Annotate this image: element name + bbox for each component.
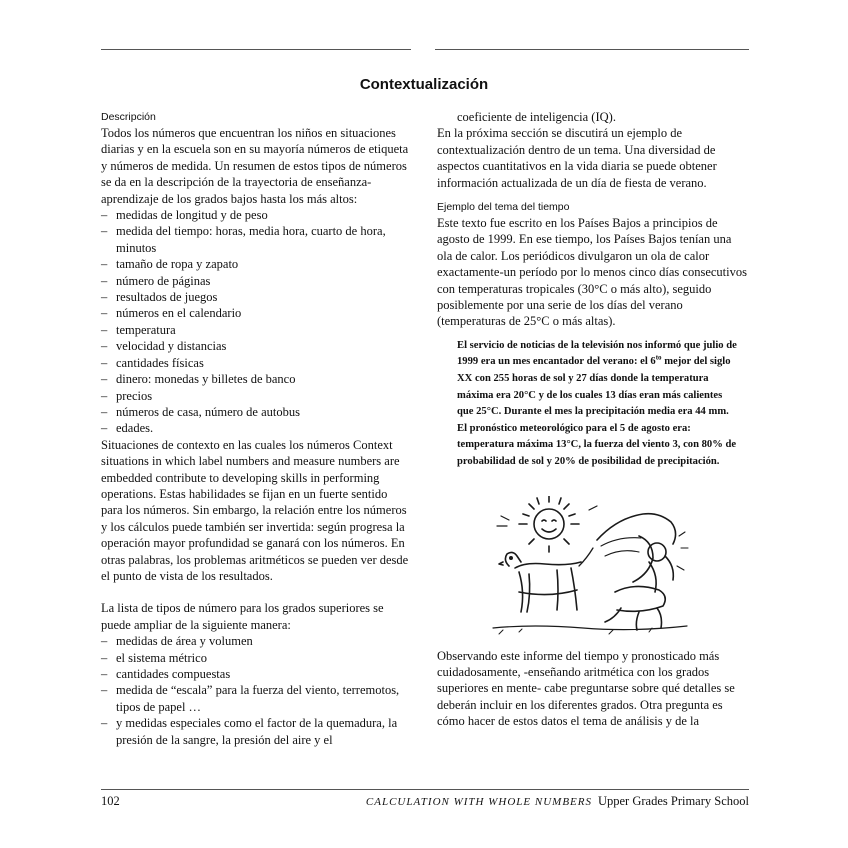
list-item: – edades. (101, 420, 411, 436)
quote-superscript: to (655, 353, 662, 362)
continued-line: coeficiente de inteligencia (IQ). (457, 110, 616, 124)
quote-text-a: El servicio de noticias de la televisión nos informó que julio de 1999 era un mes encantador del verano: el 6 (457, 339, 737, 368)
subheading-weather-example: Ejemplo del tema del tiempo (437, 201, 570, 214)
list-item: – y medidas especiales como el factor de la quemadura, la presión de la sangre, la presión del aire y el (101, 715, 411, 748)
list-item: – dinero: monedas y billetes de banco (101, 371, 411, 387)
paragraph-next-section: En la próxima sección se discutirá un ejemplo de contextualización dentro de un tema. Una diversidad de aspectos cuantitativos en la vida diaria se puede obtener información actualizada de un día de fiesta de verano. (437, 126, 717, 190)
paragraph-intro: Todos los números que encuentran los niños en situaciones diarias y en la escuela son en su mayoría números de etiqueta y números de medida. Un resumen de estos tipos de números se da en la descripción de la trayectoria de enseñanza-aprendizaje de los grados bajos hasta los más altos: (101, 126, 409, 206)
list-item: – temperatura (101, 322, 411, 338)
list-item: – cantidades compuestas (101, 666, 411, 682)
list-item: – velocidad y distancias (101, 338, 411, 354)
list-item: – medida de “escala” para la fuerza del viento, terremotos, tipos de papel … (101, 682, 411, 715)
sun-icon (497, 496, 597, 552)
running-title: CALCULATION WITH WHOLE NUMBERS (365, 796, 592, 808)
list-item: – medida del tiempo: horas, media hora, cuarto de hora, minutos (101, 223, 411, 256)
list-item: – números en el calendario (101, 305, 411, 321)
paragraph-context: Situaciones de contexto en las cuales los números Context situations in which label numbers and measure numbers are embedded contribute to developing skills in performing operations. Estas habilidades se fijan en un fuerte sentido para los números. Sin embargo, la relación entre los números y los cálculos puede también ser invertida: según progresa la operación mayor profundidad se ganará con los números. En otras palabras, los problemas aritméticos se pueden ver desde el punto de vista de los resultados. (101, 437, 409, 583)
number-types-list (101, 207, 411, 437)
list-item: – tamaño de ropa y zapato (101, 256, 411, 272)
top-rule-right (435, 49, 749, 50)
page-number: 102 (101, 794, 120, 808)
list-item: – números de casa, número de autobus (101, 404, 411, 420)
page-title: Contextualización (359, 76, 489, 93)
weather-report-quote (457, 338, 739, 471)
spacer (101, 584, 411, 600)
grass-marks (499, 628, 652, 634)
running-footer (366, 793, 749, 810)
paragraph-upper-grades: La lista de tipos de número para los grados superiores se puede ampliar de la siguiente manera: (101, 601, 384, 632)
paragraph-heat-wave: Este texto fue escrito en los Países Bajos a principios de agosto de 1999. En ese tiempo, los Países Bajos tenían una ola de calor. Los periódicos divulgaron un ola de calor exactamente-un período por lo menos cinco días consecutivos con temperaturas tropicales (30°C o más alto), seguido posiblemente por una serie de los días del verano (temperaturas de 25°C o más altas). (437, 216, 747, 329)
left-column (101, 109, 411, 748)
list-item: – resultados de juegos (101, 289, 411, 305)
footer-rule (101, 789, 749, 790)
list-item: – cantidades físicas (101, 355, 411, 371)
upper-grades-list (101, 633, 411, 748)
running-subtitle: Upper Grades Primary School (597, 794, 749, 808)
list-item: – el sistema métrico (101, 650, 411, 666)
subheading-description: Descripción (101, 111, 156, 123)
list-item: – precios (101, 388, 411, 404)
paragraph-observation: Observando este informe del tiempo y pronosticado más cuidadosamente, -enseñando aritmética con los grados superiores en mente- cabe preguntarse sobre qué detalles se deberán incluir en los diferentes grados. Otra pregunta es cómo hacer de estos datos el tema de análisis y de la (437, 648, 735, 729)
quote-text-b: mejor del siglo XX con 255 horas de sol y 27 días donde la temperatura máxima era 20°C y de los cuales 13 días eran más calientes que 25°C. Durante el mes la precipitación media era 44 mm. El pronóstico meteorológico para el 5 de agosto era: temperatura máxima 13°C, la fuerza del viento 3, con 80% de probabilidad de sol y 20% de posibilidad de precipitación. (457, 356, 737, 468)
list-item: – medidas de área y volumen (101, 633, 411, 649)
dog-icon (499, 548, 593, 612)
list-item: – número de páginas (101, 273, 411, 289)
right-column (437, 109, 749, 730)
sunbathing-illustration (489, 496, 689, 638)
list-item: – medidas de longitud y de peso (101, 207, 411, 223)
sunbather-icon (597, 513, 688, 629)
top-rule-left (101, 49, 411, 50)
